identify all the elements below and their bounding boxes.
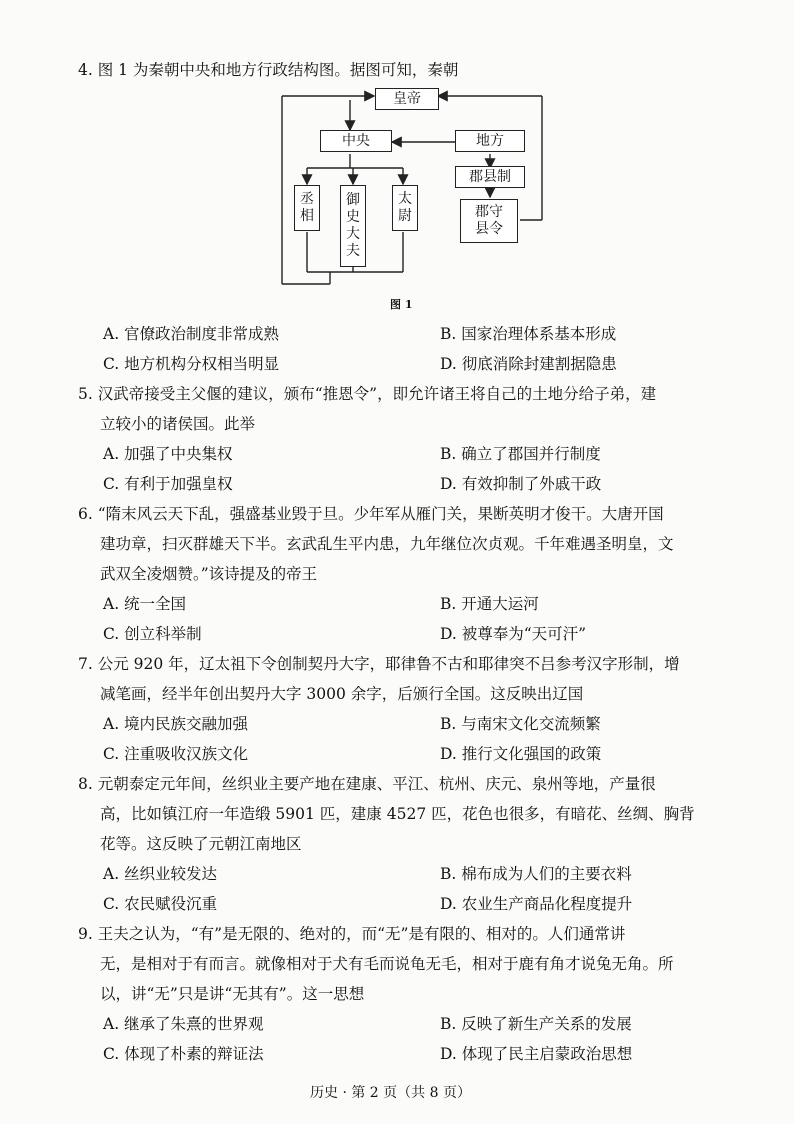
q7-option-b[interactable]: B. 与南宋文化交流频繁 xyxy=(440,715,601,733)
q8-option-b[interactable]: B. 棉布成为人们的主要衣料 xyxy=(440,865,632,883)
governors-box xyxy=(460,199,518,243)
prefecture-county-label: 郡县制 xyxy=(469,168,511,185)
emperor-box xyxy=(375,88,439,110)
emperor-label: 皇帝 xyxy=(393,90,421,107)
q6-option-c[interactable]: C. 创立科举制 xyxy=(103,625,202,643)
chancellor-box xyxy=(294,185,320,231)
q6-stem-line-2: 建功章，扫灭群雄天下半。玄武乱生平内患，九年继位次贞观。千年难遇圣明皇，文 xyxy=(100,535,674,553)
censor-box xyxy=(340,185,366,267)
censor-char-4: 夫 xyxy=(346,243,360,259)
chancellor-char-2: 相 xyxy=(300,208,314,224)
q5-option-a[interactable]: A. 加强了中央集权 xyxy=(103,445,233,463)
q5-option-b[interactable]: B. 确立了郡国并行制度 xyxy=(440,445,601,463)
q8-option-a[interactable]: A. 丝织业较发达 xyxy=(103,865,218,883)
censor-char-1: 御 xyxy=(346,192,360,208)
q4-option-a[interactable]: A. 官僚政治制度非常成熟 xyxy=(103,325,280,343)
q7-option-c[interactable]: C. 注重吸收汉族文化 xyxy=(103,745,249,763)
q4-option-d[interactable]: D. 彻底消除封建割据隐患 xyxy=(440,355,617,373)
q9-option-b[interactable]: B. 反映了新生产关系的发展 xyxy=(440,1015,632,1033)
q6-option-d[interactable]: D. 被尊奉为“天可汗” xyxy=(440,625,587,643)
q4-option-c[interactable]: C. 地方机构分权相当明显 xyxy=(103,355,280,373)
q9-option-c[interactable]: C. 体现了朴素的辩证法 xyxy=(103,1045,264,1063)
q8-stem-line-2: 高，比如镇江府一年造缎 5901 匹，建康 4527 匹，花色也很多，有暗花、丝绸、胸背 xyxy=(100,805,695,823)
q5-stem-line-1: 5. 汉武帝接受主父偃的建议，颁布“推恩令”，即允许诸王将自己的土地分给子弟，建 xyxy=(78,385,657,403)
q7-option-a[interactable]: A. 境内民族交融加强 xyxy=(103,715,249,733)
q8-option-c[interactable]: C. 农民赋役沉重 xyxy=(103,895,218,913)
page-footer: 历史 · 第 2 页（共 8 页） xyxy=(310,1085,471,1101)
county-magistrate-label: 县令 xyxy=(475,221,503,237)
q7-stem-line-1: 7. 公元 920 年，辽太祖下令创制契丹大字，耶律鲁不古和耶律突不吕参考汉字形制，增 xyxy=(78,655,680,673)
central-label: 中央 xyxy=(342,132,370,149)
q4-option-b[interactable]: B. 国家治理体系基本形成 xyxy=(440,325,617,343)
q7-option-d[interactable]: D. 推行文化强国的政策 xyxy=(440,745,602,763)
chancellor-char-1: 丞 xyxy=(300,191,314,207)
q9-stem-line-1: 9. 王夫之认为，“有”是无限的、绝对的，而“无”是有限的、相对的。人们通常讲 xyxy=(78,925,626,943)
marshal-char-2: 尉 xyxy=(398,208,412,224)
q8-stem-line-1: 8. 元朝泰定元年间，丝织业主要产地在建康、平江、杭州、庆元、泉州等地，产量很 xyxy=(78,775,656,793)
marshal-char-1: 太 xyxy=(398,191,412,207)
prefecture-county-box xyxy=(455,166,525,188)
q4-stem: 4. 图 1 为秦朝中央和地方行政结构图。据图可知，秦朝 xyxy=(78,61,459,79)
q9-option-d[interactable]: D. 体现了民主启蒙政治思想 xyxy=(440,1045,633,1063)
q9-option-a[interactable]: A. 继承了朱熹的世界观 xyxy=(103,1015,264,1033)
q6-option-a[interactable]: A. 统一全国 xyxy=(103,595,187,613)
governor-label: 郡守 xyxy=(475,204,503,220)
marshal-box xyxy=(392,185,418,231)
censor-char-2: 史 xyxy=(346,209,360,225)
q5-option-d[interactable]: D. 有效抑制了外戚干政 xyxy=(440,475,602,493)
q8-stem-line-3: 花等。这反映了元朝江南地区 xyxy=(100,835,302,853)
figure-caption: 图 1 xyxy=(390,298,413,311)
central-box xyxy=(320,130,392,152)
q7-stem-line-2: 减笔画，经半年创出契丹大字 3000 余字，后颁行全国。这反映出辽国 xyxy=(100,685,584,703)
q5-stem-line-2: 立较小的诸侯国。此举 xyxy=(100,415,256,433)
q9-stem-line-3: 以，讲“无”只是讲“无其有”。这一思想 xyxy=(100,985,365,1003)
censor-char-3: 大 xyxy=(346,226,360,242)
q6-stem-line-3: 武双全凌烟赞。”该诗提及的帝王 xyxy=(100,565,318,583)
q5-option-c[interactable]: C. 有利于加强皇权 xyxy=(103,475,233,493)
q6-stem-line-1: 6. “隋末风云天下乱，强盛基业毁于旦。少年军从雁门关，果断英明才俊干。大唐开国 xyxy=(78,505,664,523)
q8-option-d[interactable]: D. 农业生产商品化程度提升 xyxy=(440,895,633,913)
q6-option-b[interactable]: B. 开通大运河 xyxy=(440,595,539,613)
local-box xyxy=(455,130,525,152)
local-label: 地方 xyxy=(476,132,504,149)
q9-stem-line-2: 无，是相对于有而言。就像相对于犬有毛而说龟无毛，相对于鹿有角才说兔无角。所 xyxy=(100,955,674,973)
